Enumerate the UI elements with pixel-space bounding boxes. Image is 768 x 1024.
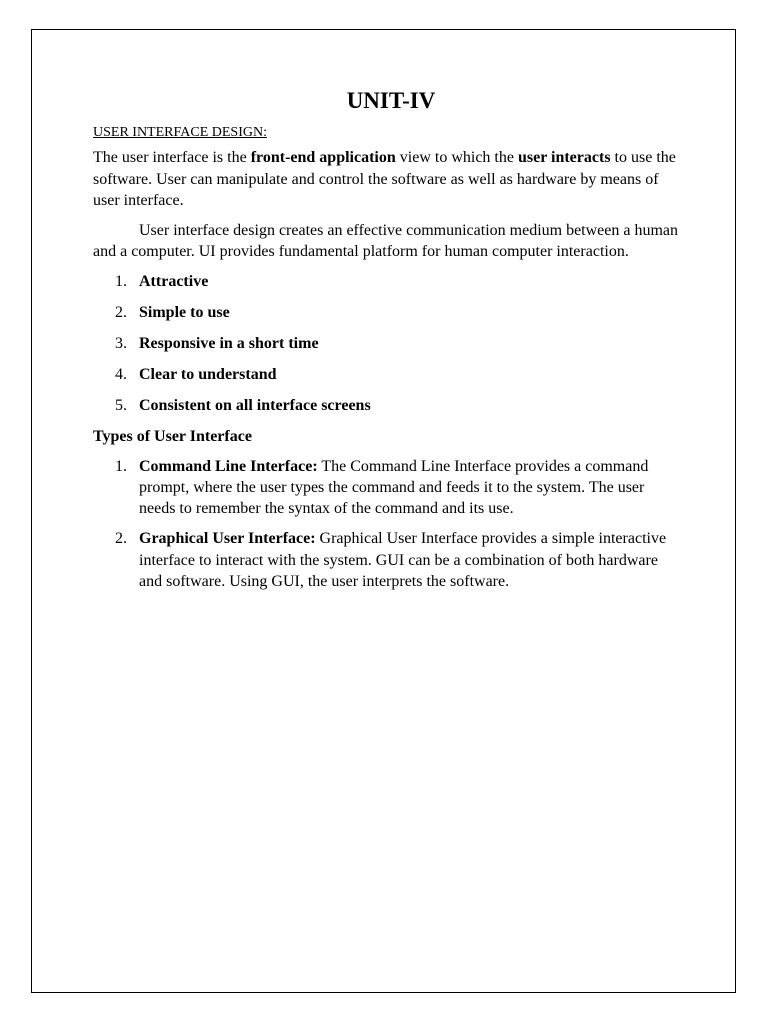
list-item <box>93 302 683 333</box>
document-content <box>93 86 683 601</box>
types-list <box>93 456 683 593</box>
list-item-label: Responsive in a short time <box>139 334 319 352</box>
section-subtitle: USER INTERFACE DESIGN: <box>93 125 267 140</box>
list-number: 4. <box>115 365 127 383</box>
list-number: 1. <box>115 272 127 290</box>
intro-bold-2: user interacts <box>517 149 611 166</box>
list-item <box>93 528 683 592</box>
intro-paragraph <box>93 147 683 212</box>
type-term: Graphical User Interface: <box>139 530 316 548</box>
list-item-label: Clear to understand <box>139 365 277 383</box>
list-number: 5. <box>115 396 127 414</box>
features-list <box>93 271 683 426</box>
type-term: Command Line Interface: <box>139 457 318 475</box>
type-description: The Command Line Interface provides a command prompt, where the user types the command and feeds it to the system. The user needs to remember the syntax of the command and its use. <box>139 457 649 518</box>
list-number: 3. <box>115 334 127 352</box>
list-item-label: Consistent on all interface screens <box>139 396 371 414</box>
type-description: Graphical User Interface provides a simple interactive interface to interact with the system. GUI can be a combination of both hardware and software. Using GUI, the user interprets the software. <box>139 530 667 590</box>
page-title: UNIT-IV <box>346 88 436 113</box>
list-item <box>93 395 683 426</box>
list-item <box>93 456 683 520</box>
design-paragraph: User interface design creates an effective communication medium between a human and a computer. UI provides fundamental platform for human computer interaction. <box>93 221 679 260</box>
list-item <box>93 271 683 302</box>
list-number: 2. <box>115 303 127 321</box>
list-item-label: Simple to use <box>139 303 230 321</box>
intro-text-3: to use the software. User can manipulate and control the software as well as hardware by means of user interface. <box>93 149 676 209</box>
list-item <box>93 364 683 395</box>
types-heading: Types of User Interface <box>93 427 252 445</box>
list-number: 1. <box>115 457 127 475</box>
list-number: 2. <box>115 530 127 548</box>
list-item <box>93 333 683 364</box>
intro-text-1: The user interface is the <box>93 149 251 166</box>
intro-text-2: view to which the <box>395 149 518 166</box>
list-item-label: Attractive <box>139 272 209 290</box>
intro-bold-1: front-end application <box>250 149 396 166</box>
